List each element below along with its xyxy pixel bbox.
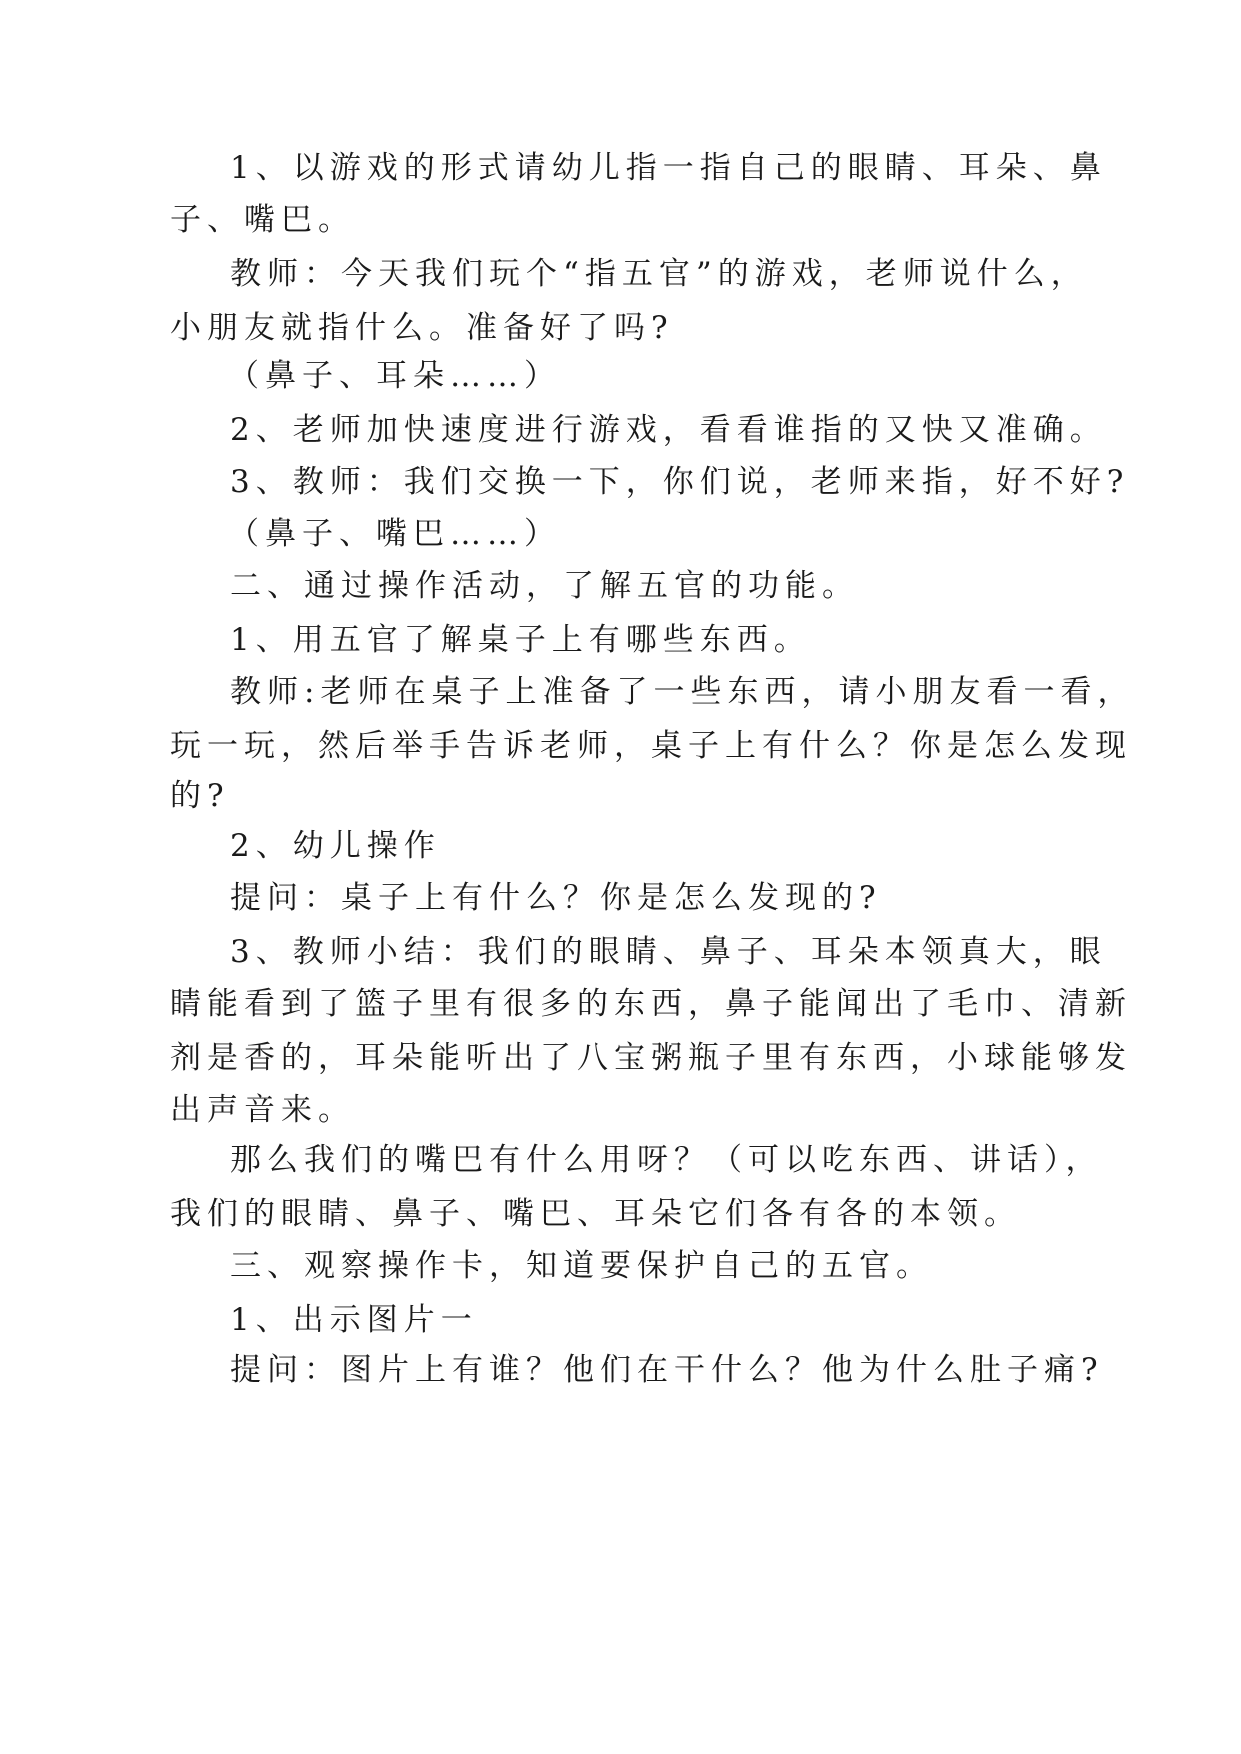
text-line: 2、老师加快速度进行游戏，看看谁指的又快又准确。 (230, 412, 1107, 448)
text-line: 玩一玩，然后举手告诉老师，桌子上有什么？你是怎么发现 (170, 728, 1132, 764)
text-line: （鼻子、嘴巴……） (228, 516, 561, 552)
text-line: 1、出示图片一 (230, 1302, 478, 1338)
text-line: 提问：桌子上有什么？你是怎么发现的? (230, 880, 882, 916)
text-line: 教师：今天我们玩个“指五官”的游戏，老师说什么， (230, 256, 1088, 292)
text-line: 3、教师：我们交换一下，你们说，老师来指，好不好? (230, 464, 1130, 500)
text-line: 那么我们的嘴巴有什么用呀？（可以吃东西、讲话）， (230, 1142, 1103, 1178)
text-line: 1、用五官了解桌子上有哪些东西。 (230, 622, 811, 658)
text-line: 提问：图片上有谁？他们在干什么？他为什么肚子痛? (230, 1352, 1104, 1388)
text-line: 3、教师小结：我们的眼睛、鼻子、耳朵本领真大，眼 (230, 934, 1107, 970)
text-line: 的? (170, 778, 230, 814)
text-line: 剂是香的，耳朵能听出了八宝粥瓶子里有东西，小球能够发 (170, 1040, 1132, 1076)
text-line: 教师:老师在桌子上准备了一些东西，请小朋友看一看， (230, 674, 1135, 710)
text-line: 1、以游戏的形式请幼儿指一指自己的眼睛、耳朵、鼻 (230, 150, 1107, 186)
text-line: 出声音来。 (170, 1092, 355, 1128)
text-line: （鼻子、耳朵……） (228, 358, 561, 394)
text-line: 小朋友就指什么。准备好了吗? (170, 310, 674, 346)
text-line: 二、通过操作活动，了解五官的功能。 (230, 568, 859, 604)
text-line: 我们的眼睛、鼻子、嘴巴、耳朵它们各有各的本领。 (170, 1196, 1021, 1232)
text-line: 睛能看到了篮子里有很多的东西，鼻子能闻出了毛巾、清新 (170, 986, 1132, 1022)
text-line: 子、嘴巴。 (170, 202, 355, 238)
text-line: 三、观察操作卡，知道要保护自己的五官。 (230, 1248, 933, 1284)
text-line: 2、幼儿操作 (230, 828, 441, 864)
